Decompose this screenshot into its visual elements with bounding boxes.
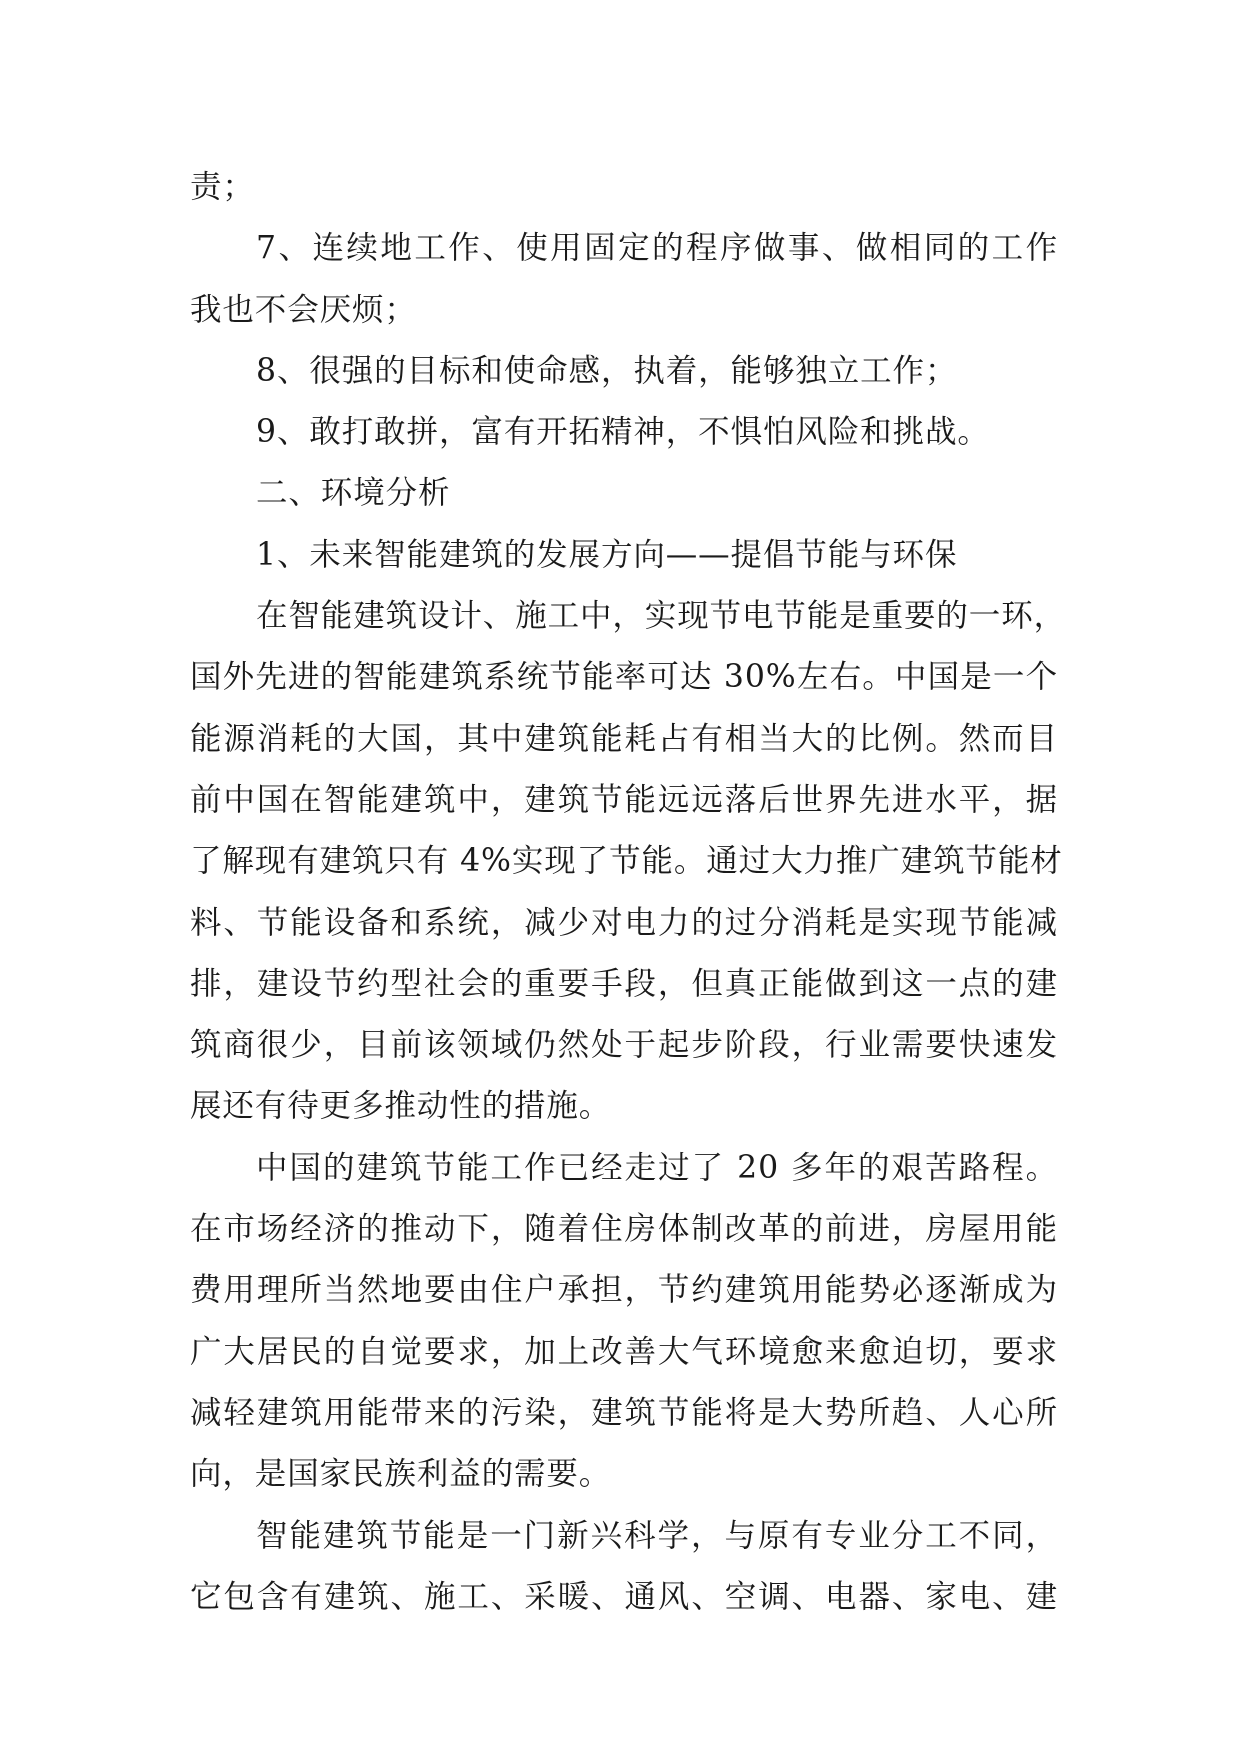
text-line: 能源消耗的大国，其中建筑能耗占有相当大的比例。然而目 [190, 720, 1058, 757]
text-line: 它包含有建筑、施工、采暖、通风、空调、电器、家电、建 [190, 1578, 1058, 1615]
text-line: 在智能建筑设计、施工中，实现节电节能是重要的一环， [256, 598, 1067, 635]
text-line: 8、很强的目标和使命感，执着，能够独立工作； [256, 352, 958, 389]
text-line: 我也不会厌烦； [190, 291, 417, 328]
text-line: 9、敢打敢拼，富有开拓精神，不惧怕风险和挑战。 [256, 414, 990, 451]
text-line: 向，是国家民族利益的需要。 [190, 1456, 612, 1493]
text-line: 了解现有建筑只有 4%实现了节能。通过大力推广建筑节能材 [190, 843, 1063, 880]
text-line: 责； [190, 169, 255, 205]
text-line: 费用理所当然地要由住户承担，节约建筑用能势必逐渐成为 [190, 1272, 1058, 1309]
text-line: 智能建筑节能是一门新兴科学，与原有专业分工不同， [256, 1517, 1058, 1554]
text-line: 减轻建筑用能带来的污染，建筑节能将是大势所趋、人心所 [190, 1394, 1058, 1431]
text-line: 展还有待更多推动性的措施。 [190, 1088, 612, 1125]
text-line: 1、未来智能建筑的发展方向——提倡节能与环保 [256, 536, 958, 573]
text-line: 中国的建筑节能工作已经走过了 20 多年的艰苦路程。 [256, 1149, 1058, 1186]
text-line: 排，建设节约型社会的重要手段，但真正能做到这一点的建 [190, 965, 1058, 1002]
text-line: 在市场经济的推动下，随着住房体制改革的前进，房屋用能 [190, 1211, 1058, 1248]
text-line: 7、连续地工作、使用固定的程序做事、做相同的工作 [256, 230, 1058, 267]
text-line: 前中国在智能建筑中，建筑节能远远落后世界先进水平，据 [190, 781, 1058, 818]
text-line: 料、节能设备和系统，减少对电力的过分消耗是实现节能减 [190, 904, 1058, 941]
text-line: 二、环境分析 [256, 475, 451, 512]
text-line: 广大居民的自觉要求，加上改善大气环境愈来愈迫切，要求 [190, 1333, 1058, 1370]
body-text [190, 157, 1067, 1628]
text-line: 筑商很少，目前该领域仍然处于起步阶段，行业需要快速发 [190, 1027, 1058, 1064]
text-line: 国外先进的智能建筑系统节能率可达 30%左右。中国是一个 [190, 659, 1058, 696]
